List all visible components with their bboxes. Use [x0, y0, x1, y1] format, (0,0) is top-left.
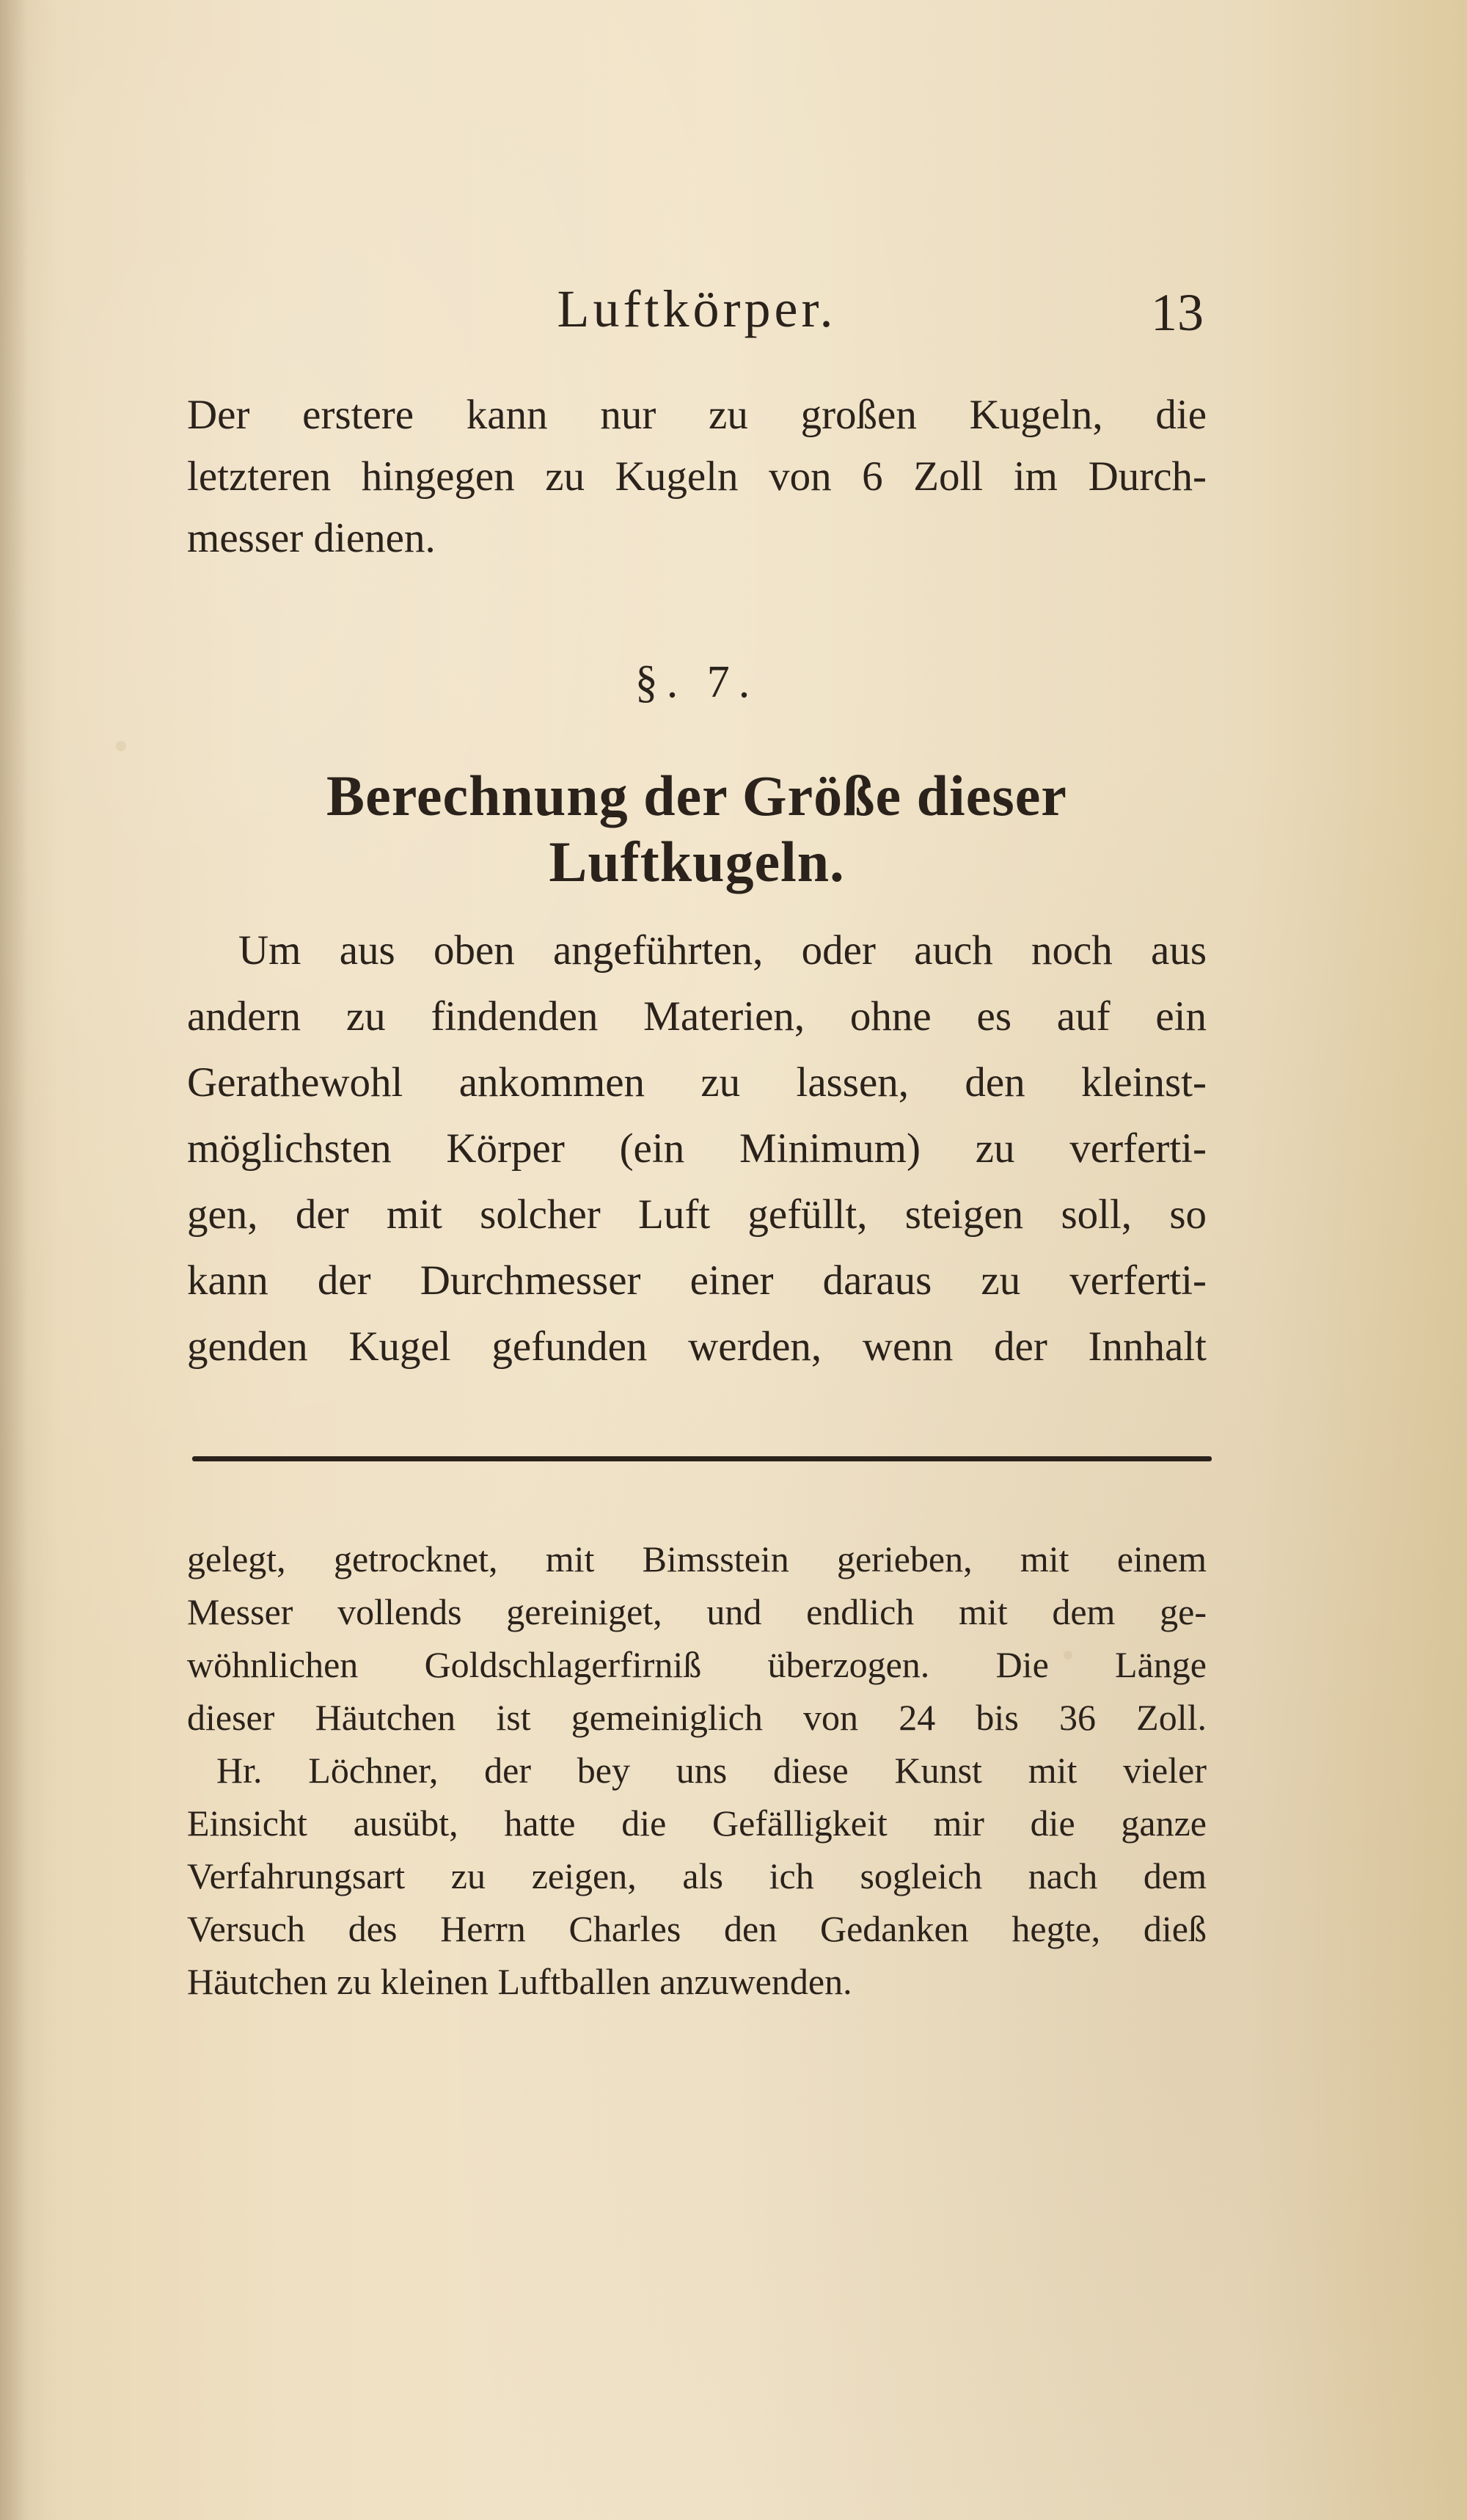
text-line: Gerathewohl ankommen zu lassen, den kleinst- — [187, 1059, 1207, 1106]
text-line: Der erstere kann nur zu großen Kugeln, die — [187, 392, 1207, 438]
footnote-line: Einsicht ausübt, hatte die Gefälligkeit mir die ganze — [187, 1803, 1207, 1844]
footnote-line: wöhnlichen Goldschlagerfirniß überzogen. Die Länge — [187, 1644, 1207, 1685]
running-head: Luftkörper. — [557, 280, 837, 338]
page-fold-shadow — [0, 0, 28, 2520]
footnote-line: Versuch des Herrn Charles den Gedanken hegte, dieß — [187, 1908, 1207, 1949]
footnote-line: Hr. Löchner, der bey uns diese Kunst mit vieler — [216, 1750, 1207, 1791]
text-line: gen, der mit solcher Luft gefüllt, steigen soll, so — [187, 1191, 1207, 1238]
text-line: letzteren hingegen zu Kugeln von 6 Zoll im Durch- — [187, 453, 1207, 500]
page-number: 13 — [1151, 283, 1204, 342]
footnote-line: Verfahrungsart zu zeigen, als ich sogleich nach dem — [187, 1855, 1207, 1896]
section-heading: Berechnung der Größe dieser Luftkugeln. — [326, 764, 1067, 894]
section-number: §. 7. — [634, 657, 759, 707]
text-line: genden Kugel gefunden werden, wenn der Innhalt — [187, 1323, 1207, 1370]
footnote-line: dieser Häutchen ist gemeiniglich von 24 bis 36 Zoll. — [187, 1697, 1207, 1738]
text-line: messer dienen. — [187, 515, 436, 561]
text-line: möglichsten Körper (ein Minimum) zu verferti- — [187, 1125, 1207, 1172]
text-line: kann der Durchmesser einer daraus zu verferti- — [187, 1257, 1207, 1304]
paper-stain — [116, 741, 126, 751]
intro-paragraph — [187, 385, 1207, 569]
footnote-separator-rule — [192, 1456, 1212, 1461]
text-line: andern zu findenden Materien, ohne es auf ein — [187, 993, 1207, 1040]
footnote-line: Messer vollends gereiniget, und endlich mit dem ge- — [187, 1591, 1207, 1632]
body-paragraph — [187, 921, 1207, 1390]
footnote — [187, 1533, 1207, 2017]
footnote-line: gelegt, getrocknet, mit Bimsstein gerieben, mit einem — [187, 1538, 1207, 1579]
footnote-line: Häutchen zu kleinen Luftballen anzuwenden. — [187, 1961, 852, 2002]
text-line: Um aus oben angeführten, oder auch noch aus — [238, 927, 1207, 974]
